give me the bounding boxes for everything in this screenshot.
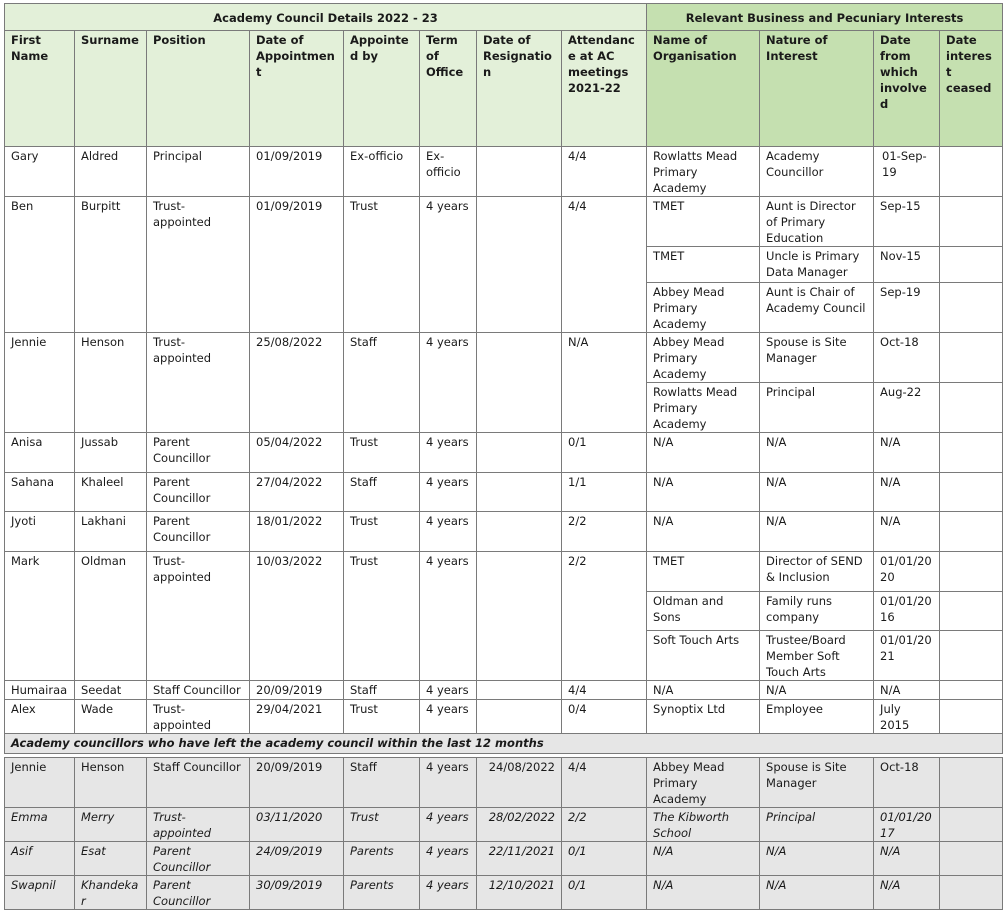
appointed-by-cell: Staff [344, 333, 420, 433]
attendance-cell: 2/2 [562, 512, 647, 552]
resignation-cell [477, 197, 562, 333]
attendance-cell: 0/4 [562, 700, 647, 734]
first-name-cell: Swapnil [5, 876, 75, 910]
appointed-by-cell: Parents [344, 876, 420, 910]
date-ceased-cell [940, 552, 1003, 592]
term-cell: 4 years [420, 552, 477, 681]
table-row [5, 197, 1003, 247]
resignation-cell [477, 681, 562, 700]
nature-cell: N/A [760, 512, 874, 552]
table-row [5, 433, 1003, 473]
nature-cell: Aunt is Chair of Academy Council [760, 283, 874, 333]
attendance-cell: 0/1 [562, 876, 647, 910]
resignation-cell: 22/11/2021 [477, 842, 562, 876]
appointed-by-cell: Trust [344, 433, 420, 473]
position-cell: Parent Councillor [147, 842, 250, 876]
header-date-of-appointment: Date of Appointment [250, 31, 344, 147]
appointed-by-cell: Trust [344, 512, 420, 552]
nature-cell: Academy Councillor [760, 147, 874, 197]
nature-cell: Employee [760, 700, 874, 734]
table-row [5, 808, 1003, 842]
date-from-cell: 01/01/2020 [874, 552, 940, 592]
table-row [5, 333, 1003, 383]
date-from-cell: Sep-19 [874, 283, 940, 333]
title-academy-council: Academy Council Details 2022 - 23 [5, 4, 647, 31]
organisation-cell: Abbey Mead Primary Academy [647, 333, 760, 383]
term-cell: 4 years [420, 681, 477, 700]
surname-cell: Burpitt [75, 197, 147, 333]
date-ceased-cell [940, 512, 1003, 552]
nature-cell: Principal [760, 383, 874, 433]
table-row [5, 700, 1003, 734]
attendance-cell: 4/4 [562, 147, 647, 197]
surname-cell: Merry [75, 808, 147, 842]
resignation-cell: 12/10/2021 [477, 876, 562, 910]
appointment-date-cell: 20/09/2019 [250, 758, 344, 808]
attendance-cell: 1/1 [562, 473, 647, 512]
surname-cell: Henson [75, 758, 147, 808]
nature-cell: Spouse is Site Manager [760, 333, 874, 383]
organisation-cell: The Kibworth School [647, 808, 760, 842]
surname-cell: Jussab [75, 433, 147, 473]
date-from-cell: N/A [874, 876, 940, 910]
nature-cell: Principal [760, 808, 874, 842]
table-row [5, 552, 1003, 592]
nature-cell: Trustee/Board Member Soft Touch Arts [760, 631, 874, 681]
header-nature-of-interest: Nature of Interest [760, 31, 874, 147]
nature-cell: Uncle is Primary Data Manager [760, 247, 874, 283]
appointed-by-cell: Staff [344, 681, 420, 700]
term-cell: 4 years [420, 758, 477, 808]
left-councillors-heading: Academy councillors who have left the academy council within the last 12 months [5, 734, 1003, 754]
appointment-date-cell: 24/09/2019 [250, 842, 344, 876]
attendance-cell: N/A [562, 333, 647, 433]
position-cell: Principal [147, 147, 250, 197]
surname-cell: Oldman [75, 552, 147, 681]
surname-cell: Esat [75, 842, 147, 876]
surname-cell: Khaleel [75, 473, 147, 512]
date-ceased-cell [940, 147, 1003, 197]
table-row [5, 842, 1003, 876]
header-date-from: Date from which involved [874, 31, 940, 147]
attendance-cell: 4/4 [562, 758, 647, 808]
organisation-cell: N/A [647, 876, 760, 910]
position-cell: Trust-appointed [147, 333, 250, 433]
header-term-of-office: Term of Office [420, 31, 477, 147]
organisation-cell: TMET [647, 197, 760, 247]
header-attendance: Attendance at AC meetings 2021-22 [562, 31, 647, 147]
first-name-cell: Gary [5, 147, 75, 197]
date-from-cell: N/A [874, 842, 940, 876]
organisation-cell: Rowlatts Mead Primary Academy [647, 383, 760, 433]
date-ceased-cell [940, 283, 1003, 333]
date-from-cell: Aug-22 [874, 383, 940, 433]
resignation-cell [477, 552, 562, 681]
attendance-cell: 2/2 [562, 552, 647, 681]
organisation-cell: Soft Touch Arts [647, 631, 760, 681]
date-ceased-cell [940, 876, 1003, 910]
resignation-cell [477, 512, 562, 552]
surname-cell: Henson [75, 333, 147, 433]
table-row [5, 147, 1003, 197]
date-ceased-cell [940, 333, 1003, 383]
date-ceased-cell [940, 700, 1003, 734]
organisation-cell: Oldman and Sons [647, 592, 760, 631]
date-ceased-cell [940, 473, 1003, 512]
term-cell: 4 years [420, 197, 477, 333]
first-name-cell: Jennie [5, 333, 75, 433]
date-ceased-cell [940, 592, 1003, 631]
first-name-cell: Sahana [5, 473, 75, 512]
appointment-date-cell: 25/08/2022 [250, 333, 344, 433]
term-cell: 4 years [420, 700, 477, 734]
appointment-date-cell: 01/09/2019 [250, 147, 344, 197]
date-ceased-cell [940, 808, 1003, 842]
appointed-by-cell: Trust [344, 197, 420, 333]
organisation-cell: N/A [647, 433, 760, 473]
date-from-cell: Oct-18 [874, 758, 940, 808]
surname-cell: Khandekar [75, 876, 147, 910]
appointment-date-cell: 01/09/2019 [250, 197, 344, 333]
attendance-cell: 0/1 [562, 433, 647, 473]
table-row [5, 473, 1003, 512]
attendance-cell: 0/1 [562, 842, 647, 876]
organisation-cell: Abbey Mead Primary Academy [647, 283, 760, 333]
appointed-by-cell: Trust [344, 552, 420, 681]
appointment-date-cell: 03/11/2020 [250, 808, 344, 842]
organisation-cell: N/A [647, 681, 760, 700]
date-from-cell: N/A [874, 433, 940, 473]
position-cell: Parent Councillor [147, 473, 250, 512]
term-cell: 4 years [420, 512, 477, 552]
surname-cell: Seedat [75, 681, 147, 700]
first-name-cell: Anisa [5, 433, 75, 473]
appointed-by-cell: Ex-officio [344, 147, 420, 197]
nature-cell: Family runs company [760, 592, 874, 631]
date-ceased-cell [940, 681, 1003, 700]
term-cell: 4 years [420, 433, 477, 473]
attendance-cell: 4/4 [562, 681, 647, 700]
organisation-cell: N/A [647, 473, 760, 512]
appointment-date-cell: 29/04/2021 [250, 700, 344, 734]
position-cell: Trust-appointed [147, 197, 250, 333]
table-row [5, 758, 1003, 808]
date-from-cell: 01/01/2017 [874, 808, 940, 842]
organisation-cell: Rowlatts Mead Primary Academy [647, 147, 760, 197]
surname-cell: Wade [75, 700, 147, 734]
organisation-cell: TMET [647, 552, 760, 592]
nature-cell: N/A [760, 876, 874, 910]
nature-cell: Spouse is Site Manager [760, 758, 874, 808]
date-from-cell: N/A [874, 473, 940, 512]
appointed-by-cell: Trust [344, 808, 420, 842]
first-name-cell: Ben [5, 197, 75, 333]
table-row [5, 681, 1003, 700]
position-cell: Parent Councillor [147, 876, 250, 910]
appointment-date-cell: 18/01/2022 [250, 512, 344, 552]
resignation-cell: 24/08/2022 [477, 758, 562, 808]
title-business-interests: Relevant Business and Pecuniary Interests [647, 4, 1003, 31]
position-cell: Trust-appointed [147, 552, 250, 681]
first-name-cell: Jyoti [5, 512, 75, 552]
nature-cell: N/A [760, 842, 874, 876]
table-row [5, 512, 1003, 552]
position-cell: Parent Councillor [147, 512, 250, 552]
organisation-cell: N/A [647, 842, 760, 876]
first-name-cell: Asif [5, 842, 75, 876]
date-ceased-cell [940, 433, 1003, 473]
header-date-of-resignation: Date of Resignation [477, 31, 562, 147]
resignation-cell [477, 147, 562, 197]
appointment-date-cell: 05/04/2022 [250, 433, 344, 473]
organisation-cell: N/A [647, 512, 760, 552]
attendance-cell: 2/2 [562, 808, 647, 842]
date-ceased-cell [940, 758, 1003, 808]
appointment-date-cell: 27/04/2022 [250, 473, 344, 512]
term-cell: 4 years [420, 876, 477, 910]
position-cell: Staff Councillor [147, 681, 250, 700]
date-ceased-cell [940, 842, 1003, 876]
organisation-cell: Synoptix Ltd [647, 700, 760, 734]
resignation-cell [477, 700, 562, 734]
header-date-ceased: Date interest ceased [940, 31, 1003, 147]
header-position: Position [147, 31, 250, 147]
nature-cell: N/A [760, 433, 874, 473]
header-surname: Surname [75, 31, 147, 147]
header-name-of-organisation: Name of Organisation [647, 31, 760, 147]
date-from-cell: N/A [874, 681, 940, 700]
organisation-cell: Abbey Mead Primary Academy [647, 758, 760, 808]
date-from-cell: Oct-18 [874, 333, 940, 383]
nature-cell: N/A [760, 681, 874, 700]
first-name-cell: Humairaa [5, 681, 75, 700]
resignation-cell [477, 333, 562, 433]
date-from-cell: July 2015 [874, 700, 940, 734]
term-cell: Ex-officio [420, 147, 477, 197]
surname-cell: Lakhani [75, 512, 147, 552]
term-cell: 4 years [420, 333, 477, 433]
date-ceased-cell [940, 383, 1003, 433]
first-name-cell: Mark [5, 552, 75, 681]
first-name-cell: Jennie [5, 758, 75, 808]
table-row [5, 876, 1003, 910]
position-cell: Trust-appointed [147, 700, 250, 734]
header-appointed-by: Appointed by [344, 31, 420, 147]
appointed-by-cell: Staff [344, 758, 420, 808]
appointed-by-cell: Staff [344, 473, 420, 512]
first-name-cell: Alex [5, 700, 75, 734]
date-from-cell: Sep-15 [874, 197, 940, 247]
surname-cell: Aldred [75, 147, 147, 197]
resignation-cell [477, 433, 562, 473]
nature-cell: N/A [760, 473, 874, 512]
date-ceased-cell [940, 197, 1003, 247]
date-from-cell: 01-Sep-19 [874, 147, 940, 197]
date-ceased-cell [940, 247, 1003, 283]
appointed-by-cell: Trust [344, 700, 420, 734]
position-cell: Trust-appointed [147, 808, 250, 842]
term-cell: 4 years [420, 473, 477, 512]
term-cell: 4 years [420, 808, 477, 842]
position-cell: Staff Councillor [147, 758, 250, 808]
resignation-cell [477, 473, 562, 512]
appointment-date-cell: 10/03/2022 [250, 552, 344, 681]
attendance-cell: 4/4 [562, 197, 647, 333]
organisation-cell: TMET [647, 247, 760, 283]
first-name-cell: Emma [5, 808, 75, 842]
resignation-cell: 28/02/2022 [477, 808, 562, 842]
date-from-cell: N/A [874, 512, 940, 552]
term-cell: 4 years [420, 842, 477, 876]
nature-cell: Director of SEND & Inclusion [760, 552, 874, 592]
appointed-by-cell: Parents [344, 842, 420, 876]
header-first-name: First Name [5, 31, 75, 147]
appointment-date-cell: 20/09/2019 [250, 681, 344, 700]
position-cell: Parent Councillor [147, 433, 250, 473]
date-from-cell: Nov-15 [874, 247, 940, 283]
date-from-cell: 01/01/2021 [874, 631, 940, 681]
date-ceased-cell [940, 631, 1003, 681]
nature-cell: Aunt is Director of Primary Education [760, 197, 874, 247]
date-from-cell: 01/01/2016 [874, 592, 940, 631]
appointment-date-cell: 30/09/2019 [250, 876, 344, 910]
academy-council-table [4, 3, 1003, 910]
